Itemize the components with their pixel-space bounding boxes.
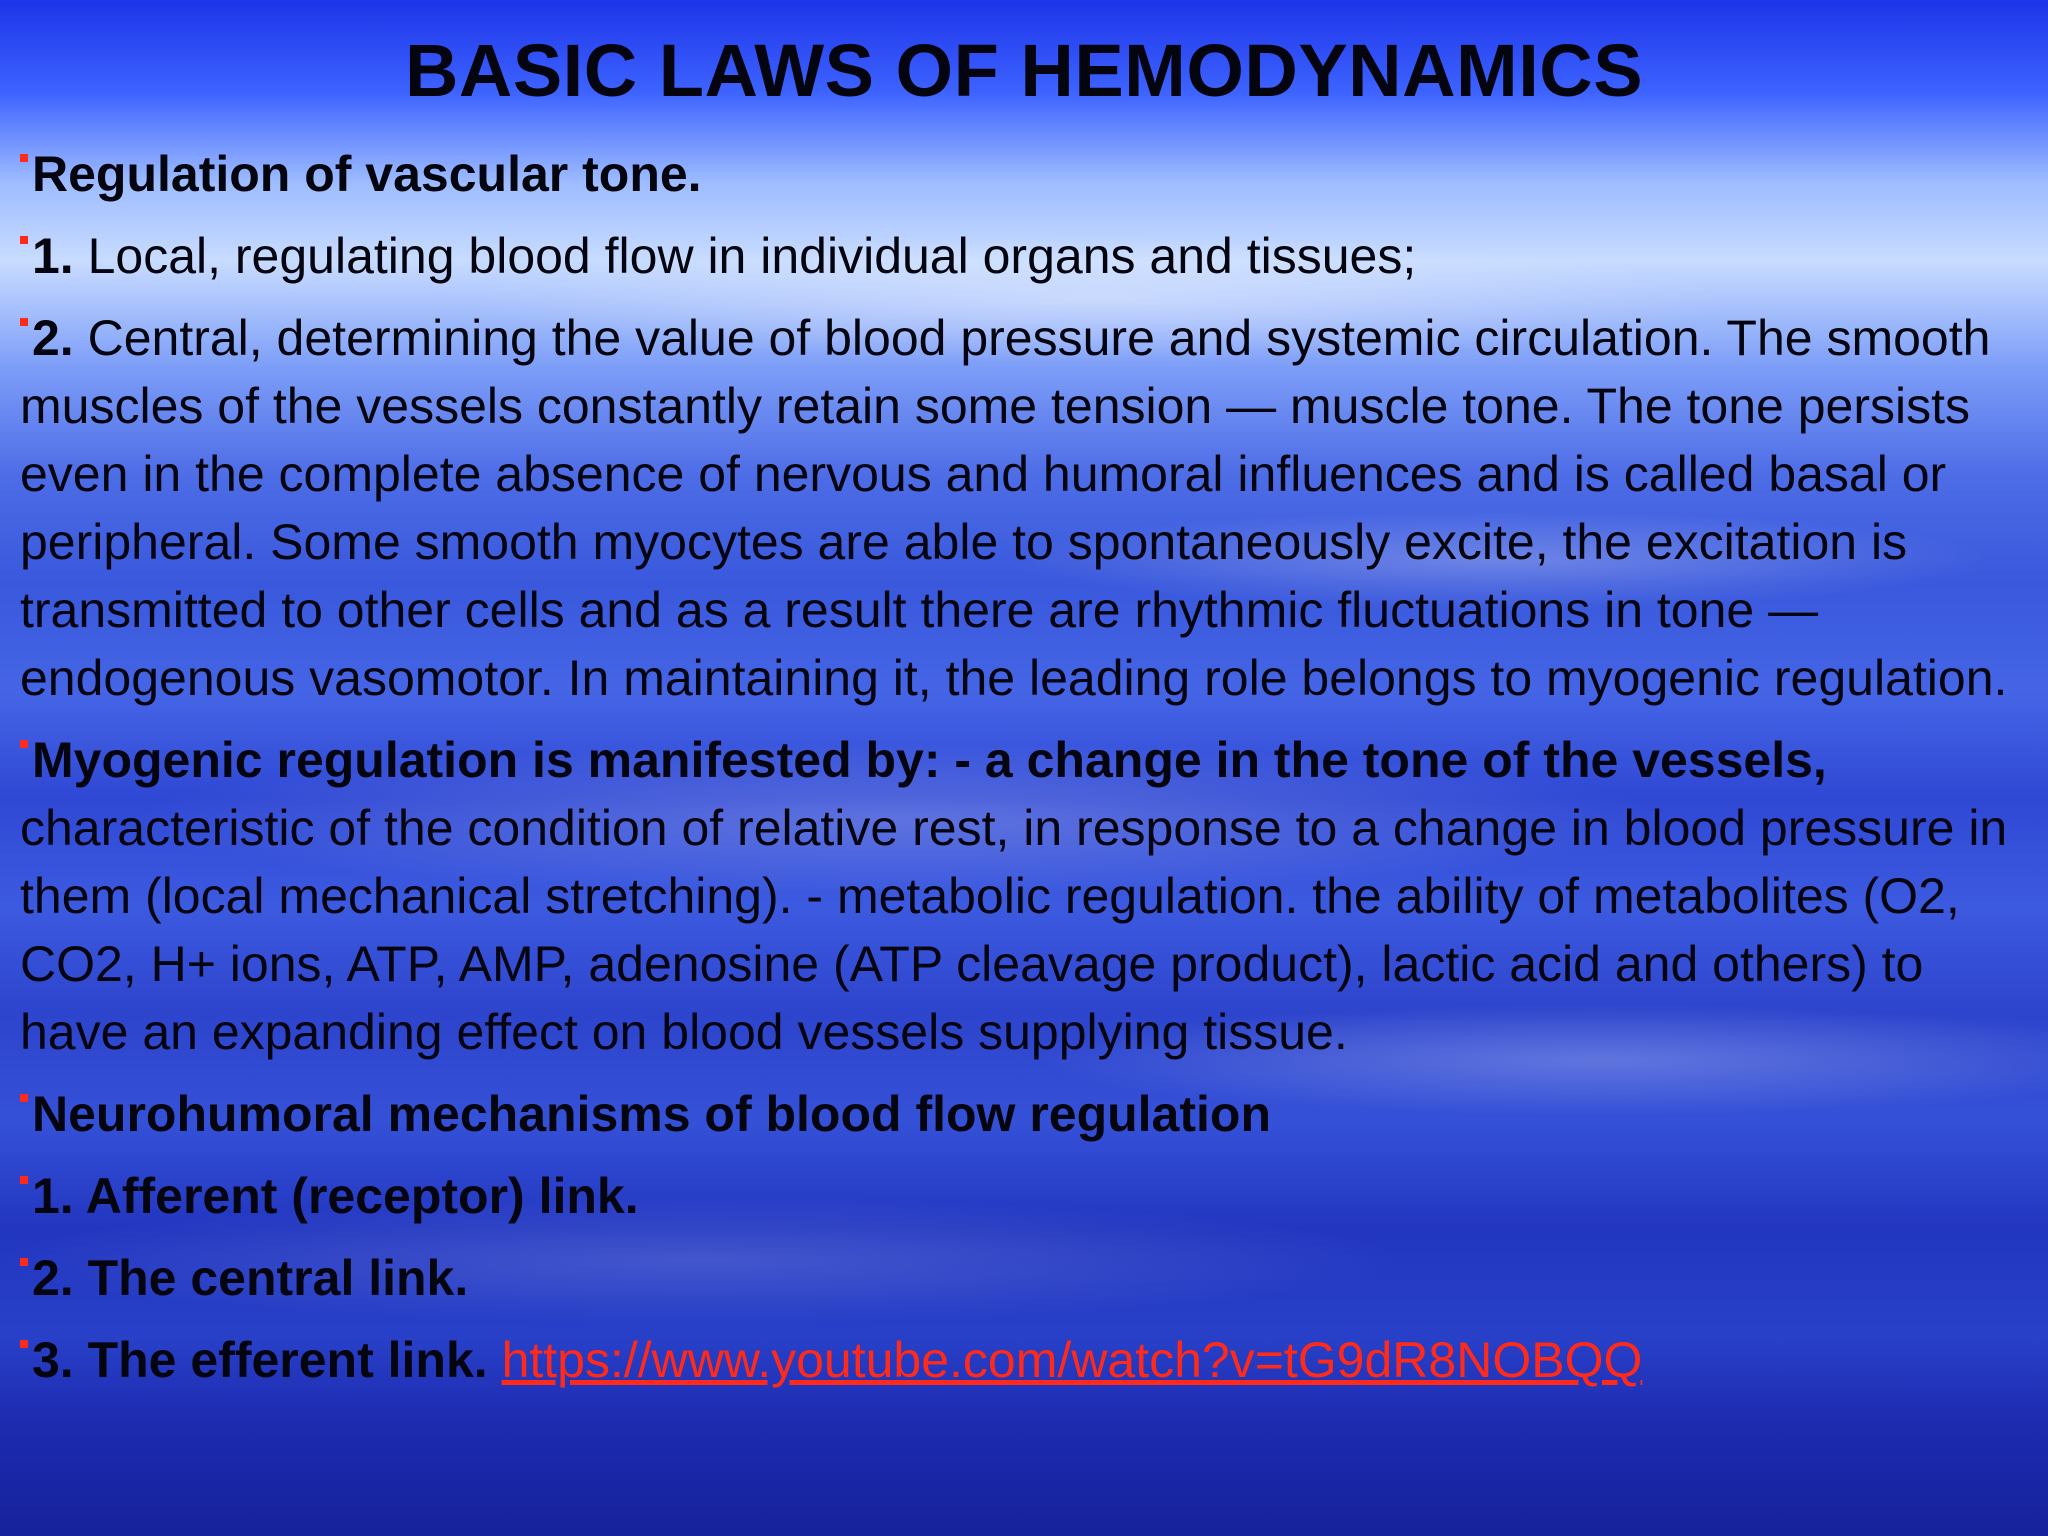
square-bullet-icon bbox=[20, 1094, 28, 1102]
square-bullet-icon bbox=[20, 236, 28, 244]
square-bullet-icon bbox=[20, 740, 28, 748]
bullet-myogenic-regulation bbox=[20, 726, 2030, 1066]
square-bullet-icon bbox=[20, 154, 28, 162]
item-bold-text: 1. bbox=[32, 228, 74, 284]
bullet-neurohumoral-mechanisms bbox=[20, 1080, 2030, 1148]
item-text: Local, regulating blood flow in individual organs and tissues; bbox=[73, 228, 1417, 284]
item-bold-text: 2. The central link. bbox=[32, 1250, 469, 1306]
youtube-link[interactable]: https://www.youtube.com/watch?v=tG9dR8NOBQQ bbox=[501, 1332, 1643, 1388]
item-bold-text: 1. Afferent (receptor) link. bbox=[32, 1168, 639, 1224]
item-bold-text: 2. bbox=[32, 310, 74, 366]
square-bullet-icon bbox=[20, 318, 28, 326]
slide-content bbox=[20, 140, 2030, 1408]
bullet-local-regulation bbox=[20, 222, 2030, 290]
item-bold-text: Myogenic regulation is manifested by: - a change in the tone of the vessels, bbox=[32, 732, 1827, 788]
item-text bbox=[488, 1332, 502, 1388]
item-bold-text: Regulation of vascular tone. bbox=[32, 146, 702, 202]
bullet-central-link bbox=[20, 1244, 2030, 1312]
square-bullet-icon bbox=[20, 1176, 28, 1184]
item-bold-text: Neurohumoral mechanisms of blood flow regulation bbox=[32, 1086, 1271, 1142]
item-text: Central, determining the value of blood pressure and systemic circulation. The smooth muscles of the vessels constantly retain some tension — muscle tone. The tone persists even in the complete absence of nervous and humoral influences and is called basal or peripheral. Some smooth myocytes are able to spontaneously excite, the excitation is transmitted to other cells and as a result there are rhythmic fluctuations in tone — endogenous vasomotor. In maintaining it, the leading role belongs to myogenic regulation. bbox=[20, 310, 2008, 706]
bullet-afferent-link bbox=[20, 1162, 2030, 1230]
square-bullet-icon bbox=[20, 1340, 28, 1348]
item-bold-text: 3. The efferent link. bbox=[32, 1332, 488, 1388]
bullet-central-regulation bbox=[20, 304, 2030, 712]
item-text: characteristic of the condition of relative rest, in response to a change in blood pressure in them (local mechanical stretching). - metabolic regulation. the ability of metabolites (O2, CO2, H+ ions, ATP, AMP, adenosine (ATP cleavage product), lactic acid and others) to have an expanding effect on blood vessels supplying tissue. bbox=[20, 800, 2008, 1060]
slide-title: BASIC LAWS OF HEMODYNAMICS bbox=[404, 29, 1644, 112]
bullet-regulation-vascular-tone bbox=[20, 140, 2030, 208]
square-bullet-icon bbox=[20, 1258, 28, 1266]
bullet-efferent-link bbox=[20, 1326, 2030, 1394]
